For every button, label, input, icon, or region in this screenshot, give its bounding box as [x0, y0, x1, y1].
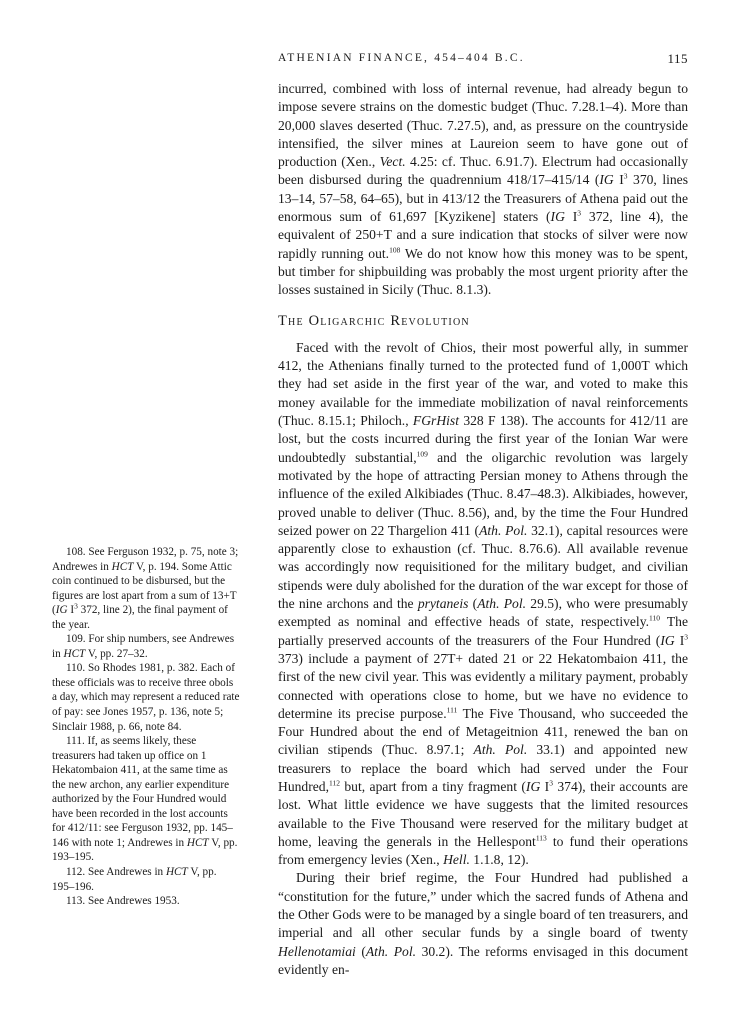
footnote-ref: 110 [649, 613, 661, 623]
italic-text: HCT [111, 560, 134, 573]
italic-text: Ath. Pol. [479, 522, 528, 538]
italic-text: IG [599, 172, 614, 188]
section-heading: The Oligarchic Revolution [278, 312, 470, 329]
text-run: 370, lines 13–14, 57–58, 64–65), but in 413/12 the Treasurers of Athena paid out the enormous sum of 61,697 [Kyzikene] staters ( [278, 172, 688, 225]
text-run: 372, line 2), the final payment of the year. [52, 604, 228, 631]
text-run: 33.1) and appointed new treasurers to replace the board which had served under the Four Hundred, [278, 742, 689, 794]
italic-text: HCT [165, 866, 188, 879]
text-run: 30.2). The reforms envisaged in this document evidently en- [278, 943, 688, 977]
text-run: incurred, combined with loss of internal revenue, had already begun to impose severe strains on the domestic budget (Thuc. 7.28.1–4). More than 20,000 slaves deserted (Thuc. 7.27.5), and, as pressure on the countryside intensified, the silver mines at Laureion seem to have gone out of production (Xen., [278, 81, 688, 170]
text-run: I [67, 604, 75, 617]
text-run: 32.1), capital resources were apparently close to exhaustion (cf. Thuc. 8.76.6). All available revenue was accordingly now requisitioned for the military budget, and civilian stipends were duly abolished for the duration of the war except for those of the nine archons and the [278, 522, 689, 612]
italic-text: Hellenotamiai [278, 943, 356, 959]
text-run: 1.1.8, 12). [469, 852, 529, 868]
italic-text: Ath. Pol. [473, 742, 528, 758]
text-run: 109. For ship numbers, see Andrewes in [52, 633, 235, 660]
italic-text: Ath. Pol. [365, 943, 416, 959]
footnote-ref: 108 [389, 245, 401, 255]
page-number: 115 [667, 51, 688, 66]
text-run: 373) include a payment of 27T+ dated 21 or 22 Hekatombaion 411, the first of the new civil year. This was evidently a military payment, probably connected with operations close to home, but we have no evidence to determine its precise purpose. [278, 650, 688, 721]
superscript: 3 [577, 208, 582, 218]
footnote-ref: 111 [446, 705, 458, 715]
body-paragraph [278, 339, 688, 870]
text-run: I [613, 172, 624, 188]
main-text [278, 80, 688, 979]
footnote [52, 865, 240, 894]
text-run: The Five Thousand, who succeeded the Four Hundred about the end of Metageitnion 411, renewed the ban on civilian stipends (Thuc. 8.97.1; [278, 705, 688, 758]
text-run: 374), their accounts are lost. What little evidence we have suggests that the limited resources available to the Five Thousand were reserved for the military budget at home, leaving the generals in the Hellespont [278, 778, 688, 849]
text-run: 110. So Rhodes 1981, p. 382. Each of these officials was to receive three obols a day, which may represent a reduced rate of pay: see Jones 1957, p. 136, note 5; Sinclair 1988, p. 66, note 84. [52, 662, 240, 733]
footnote-ref: 109 [416, 449, 428, 459]
text-run: 111. If, as seems likely, these treasurers had taken up office on 1 Hekatombaion 411, at the same time as the new archon, any earlier expenditure authorized by the Four Hundred would have been recorded in the lost accounts for 412/11: see Ferguson 1932, pp. 145–146 with note 1; Andrewes in [52, 735, 233, 849]
italic-text: Ath. Pol. [477, 596, 527, 612]
text-run: to fund their operations from emergency levies (Xen., [278, 833, 688, 868]
text-run: The partially preserved accounts of the treasurers of the Four Hundred ( [278, 614, 688, 648]
italic-text: HCT [186, 836, 209, 849]
text-run: 328 F 138). The accounts for 412/11 are lost, but the costs incurred during the first year of the Ionian War were undoubtedly substantial, [278, 413, 688, 465]
footnote [52, 545, 240, 632]
text-run: 112. See Andrewes in [66, 866, 166, 879]
italic-text: IG [55, 604, 68, 617]
text-run: 372, line 4), the equivalent of 250+T and a sure indication that stocks of silver were now rapidly running out. [278, 209, 688, 261]
text-run: and the oligarchic revolution was largely motivated by the hope of attracting Persian money to Athens through the influence of the exiled Alkibiades (Thuc. 8.47–48.3). Alkibiades, however, proved unable to deliver (Thuc. 8.56), and, by the time the Four Hundred seized power on 22 Thargelion 411 ( [278, 449, 688, 538]
footnote [52, 661, 240, 734]
superscript: 3 [684, 632, 688, 642]
text-run: ( [355, 943, 366, 959]
footnote [52, 632, 240, 661]
text-run: I [564, 209, 578, 225]
text-run: 4.25: cf. Thuc. 6.91.7). Electrum had occasionally been disbursed during the quadrennium 418/17–415/14 ( [278, 154, 688, 188]
text-run: I [674, 632, 685, 648]
italic-text: Hell. [443, 852, 470, 868]
italic-text: prytaneis [417, 596, 469, 612]
text-run: V, pp. 193–195. [52, 836, 238, 864]
footnotes [52, 545, 240, 909]
italic-text: HCT [63, 647, 86, 660]
italic-text: IG [550, 209, 565, 225]
footnote-ref: 112 [328, 778, 340, 788]
body-paragraph [278, 80, 688, 300]
italic-text: IG [525, 778, 541, 794]
superscript: 3 [549, 778, 553, 788]
italic-text: IG [660, 632, 675, 648]
text-run: V, pp. 195–196. [52, 866, 217, 893]
text-run: During their brief regime, the Four Hundred had published a “constitution for the future,” under which the sacred funds of Athena and the Other Gods were to be managed by a single board of ten treasurers, and imperial and all other secular funds by a single board of twenty [278, 870, 688, 941]
text-run: V, pp. 27–32. [85, 647, 148, 660]
superscript: 3 [74, 601, 78, 611]
running-title: ATHENIAN FINANCE, 454–404 B.C. [278, 52, 525, 64]
text-run: but, apart from a tiny fragment ( [339, 778, 526, 794]
text-run: I [540, 778, 550, 794]
running-head [278, 52, 688, 70]
superscript: 3 [623, 171, 628, 181]
body-paragraph [278, 869, 688, 979]
text-run: We do not know how this money was to be spent, but timber for shipbuilding was probably the most urgent priority after the losses sustained in Sicily (Thuc. 8.1.3). [278, 245, 688, 298]
text-run: V, p. 194. Some Attic coin continued to be disbursed, but the figures are lost apart from a sum of 13+T ( [52, 560, 237, 617]
text-run: Faced with the revolt of Chios, their most powerful ally, in summer 412, the Athenians finally turned to the protected fund of 1,000T which they had set aside in the first year of the war, and voted to make this money available for the immediate mobilization of naval reinforcements (Thuc. 8.15.1; Philoch., [278, 339, 688, 429]
italic-text: Vect. [379, 154, 406, 170]
text-run: 108. See Ferguson 1932, p. 75, note 3; Andrewes in [52, 546, 239, 573]
footnote [52, 894, 240, 909]
text-run: 113. See Andrewes 1953. [66, 895, 180, 908]
footnote [52, 734, 240, 865]
text-run: 29.5), who were presumably exempted as nominal and effective heads of state, respectively. [278, 596, 688, 630]
text-run: ( [468, 596, 478, 612]
italic-text: FGrHist [412, 413, 459, 429]
footnote-ref: 113 [535, 833, 547, 843]
